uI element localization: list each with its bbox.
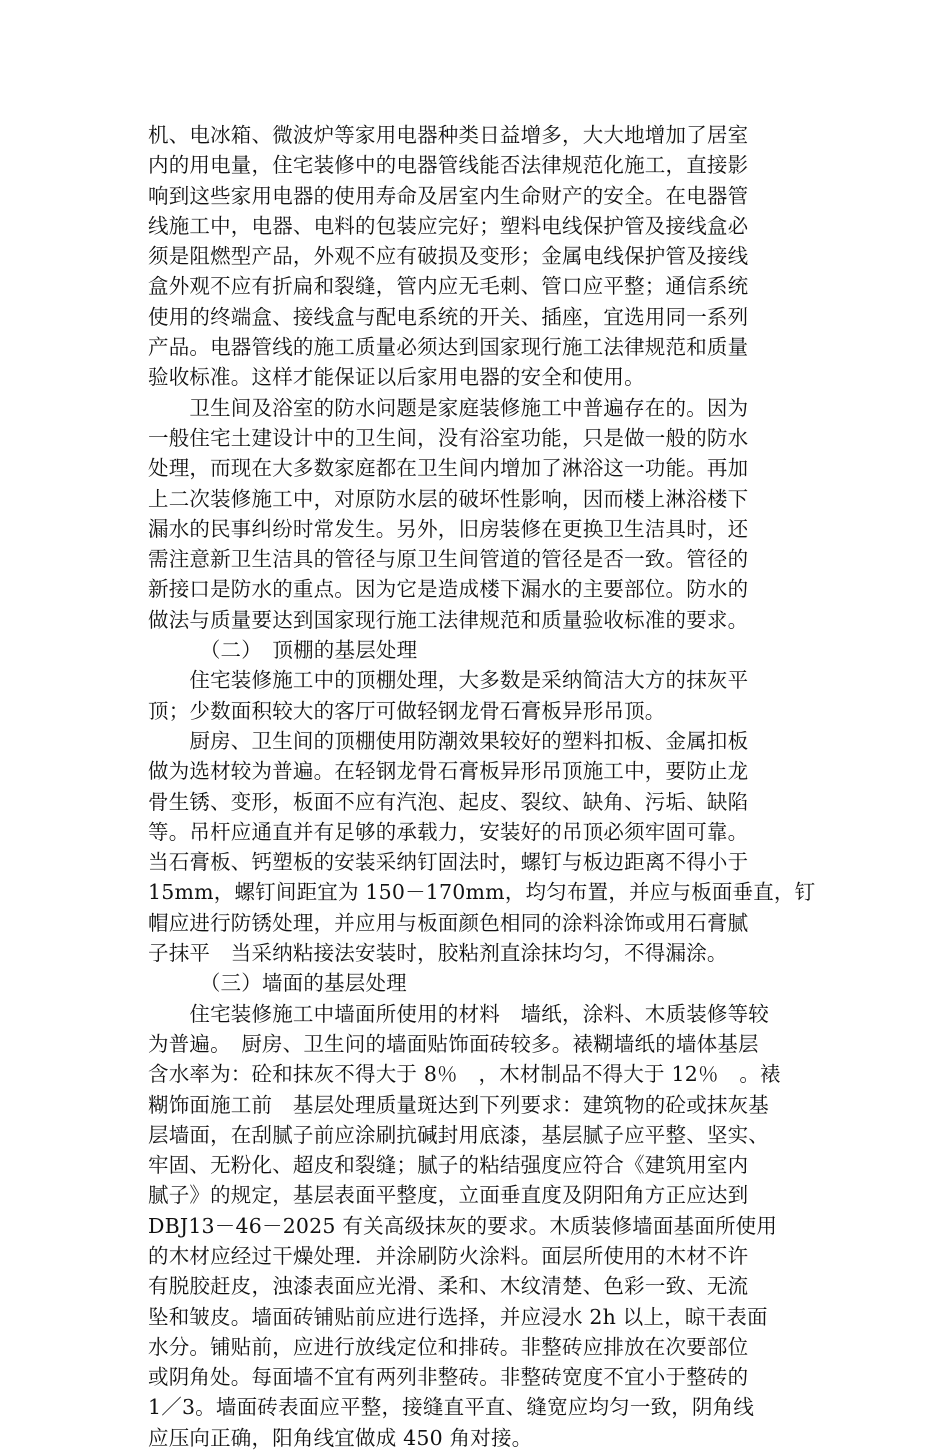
text-line: 有脱胶赶皮，浊漆表面应光滑、柔和、木纹清楚、色彩一致、无流 <box>148 1274 749 1299</box>
text-line: 等。吊杆应通直并有足够的承载力，安装好的吊顶必须牢固可靠。 <box>148 819 749 844</box>
body-text <box>148 120 816 1453</box>
text-line: 厨房、卫生间的顶棚使用防潮效果较好的塑料扣板、金属扣板 <box>148 728 749 753</box>
text-line: 腻子》的规定，基层表面平整度，立面垂直度及阴阳角方正应达到 <box>148 1183 749 1208</box>
text-line: 使用的终端盒、接线盒与配电系统的开关、插座，宜选用同一系列 <box>148 304 749 329</box>
text-line: 一般住宅土建设计中的卫生间，没有浴室功能，只是做一般的防水 <box>148 425 749 450</box>
text-line: 含水率为：砼和抹灰不得大于 8％ ，木材制品不得大于 12％ 。裱 <box>148 1062 781 1087</box>
text-line: （二） 顶棚的基层处理 <box>148 638 418 663</box>
text-line: 住宅装修施工中墙面所使用的材料 墙纸，涂料、木质装修等较 <box>148 1001 769 1026</box>
text-line: 产品。电器管线的施工质量必须达到国家现行施工法律规范和质量 <box>148 335 749 360</box>
text-line: 验收标准。这样才能保证以后家用电器的安全和使用。 <box>148 365 645 390</box>
text-line: 盒外观不应有折扁和裂缝，管内应无毛刺、管口应平整；通信系统 <box>148 274 749 299</box>
text-line: 住宅装修施工中的顶棚处理，大多数是采纳简洁大方的抹灰平 <box>148 668 749 693</box>
text-line: 顶；少数面积较大的客厅可做轻钢龙骨石膏板异形吊顶。 <box>148 698 666 723</box>
text-line: 1／3。墙面砖表面应平整，接缝直平直、缝宽应均匀一致，阴角线 <box>148 1395 755 1420</box>
text-line: 做为选材较为普遍。在轻钢龙骨石膏板异形吊顶施工中，要防止龙 <box>148 759 749 784</box>
text-line: 15mm，螺钉间距宜为 150－170mm，均匀布置，并应与板面垂直，钉 <box>148 880 816 905</box>
text-line: 的木材应经过干燥处理．并涂刷防火涂料。面层所使用的木材不许 <box>148 1243 749 1268</box>
text-line: 内的用电量，住宅装修中的电器管线能否法律规范化施工，直接影 <box>148 153 749 178</box>
text-line: 响到这些家用电器的使用寿命及居室内生命财产的安全。在电器管 <box>148 183 749 208</box>
text-line: 卫生间及浴室的防水问题是家庭装修施工中普遍存在的。因为 <box>148 395 749 420</box>
text-line: 坠和皱皮。墙面砖铺贴前应进行选择，并应浸水 2h 以上，晾干表面 <box>148 1304 768 1329</box>
text-line: 新接口是防水的重点。因为它是造成楼下漏水的主要部位。防水的 <box>148 577 749 602</box>
text-line: 须是阻燃型产品，外观不应有破损及变形；金属电线保护管及接线 <box>148 244 749 269</box>
text-line: 牢固、无粉化、超皮和裂缝；腻子的粘结强度应符合《建筑用室内 <box>148 1153 749 1178</box>
text-line: 应压向正确，阳角线宜做成 450 角对接。 <box>148 1425 533 1450</box>
text-line: 子抹平 当采纳粘接法安装时，胶粘剂直涂抹均匀，不得漏涂。 <box>148 941 728 966</box>
text-line: 漏水的民事纠纷时常发生。另外，旧房装修在更换卫生洁具时，还 <box>148 516 749 541</box>
text-line: 为普遍。 厨房、卫生问的墙面贴饰面砖较多。裱糊墙纸的墙体基层 <box>148 1031 759 1056</box>
text-line: 帽应进行防锈处理，并应用与板面颜色相同的涂料涂饰或用石膏腻 <box>148 910 749 935</box>
text-line: 层墙面，在刮腻子前应涂刷抗碱封用底漆，基层腻子应平整、坚实、 <box>148 1122 769 1147</box>
text-line: 或阴角处。每面墙不宜有两列非整砖。非整砖宽度不宜小于整砖的 <box>148 1365 749 1390</box>
text-line: 需注意新卫生洁具的管径与原卫生间管道的管径是否一致。管径的 <box>148 547 749 572</box>
text-line: 处理，而现在大多数家庭都在卫生间内增加了淋浴这一功能。再加 <box>148 456 749 481</box>
text-line: DBJ13－46－2025 有关高级抹灰的要求。木质装修墙面基面所使用 <box>148 1213 778 1238</box>
text-line: （三）墙面的基层处理 <box>148 971 407 996</box>
text-line: 水分。铺贴前，应进行放线定位和排砖。非整砖应排放在次要部位 <box>148 1334 749 1359</box>
text-line: 骨生锈、变形，板面不应有汽泡、起皮、裂纹、缺角、污垢、缺陷 <box>148 789 749 814</box>
text-line: 糊饰面施工前 基层处理质量斑达到下列要求：建筑物的砼或抹灰基 <box>148 1092 769 1117</box>
text-line: 机、电冰箱、微波炉等家用电器种类日益增多，大大地增加了居室 <box>148 123 749 147</box>
text-line: 线施工中，电器、电料的包装应完好；塑料电线保护管及接线盒必 <box>148 213 749 238</box>
text-line: 当石膏板、钙塑板的安装采纳钉固法时，螺钉与板边距离不得小于 <box>148 850 749 875</box>
text-line: 上二次装修施工中，对原防水层的破坏性影响，因而楼上淋浴楼下 <box>148 486 749 511</box>
text-line: 做法与质量要达到国家现行施工法律规范和质量验收标准的要求。 <box>148 607 749 632</box>
